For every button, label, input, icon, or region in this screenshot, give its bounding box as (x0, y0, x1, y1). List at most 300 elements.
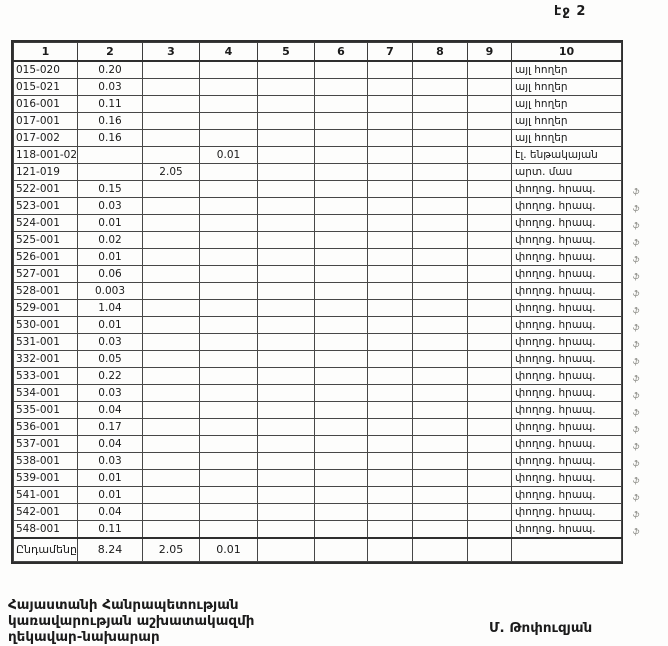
value-cell (200, 385, 258, 402)
value-cell (200, 96, 258, 113)
value-cell (315, 266, 368, 283)
table-row (14, 351, 622, 368)
value-cell (258, 402, 315, 419)
value-cell (468, 334, 512, 351)
parcel-code-cell: 542-001 (14, 504, 78, 521)
table-row (14, 198, 622, 215)
issuer-title-line: կառավարության աշխատակազմի (8, 613, 255, 630)
value-cell (315, 351, 368, 368)
value-cell (315, 419, 368, 436)
parcel-code-cell: 534-001 (14, 385, 78, 402)
parcel-code-cell: 538-001 (14, 453, 78, 470)
value-cell (143, 266, 200, 283)
description-cell: փողոց. հրապ. ֆ (512, 266, 622, 283)
value-cell (143, 334, 200, 351)
page-number-label: էջ 2 (554, 4, 587, 19)
value-cell (368, 79, 413, 96)
value-cell (368, 300, 413, 317)
description-cell: փողոց. հրապ. ֆ (512, 215, 622, 232)
value-cell: 0.11 (78, 96, 143, 113)
description-cell: այլ հողեր (512, 113, 622, 130)
parcel-code-cell: 525-001 (14, 232, 78, 249)
value-cell (413, 130, 468, 147)
value-cell (413, 249, 468, 266)
value-cell: 2.05 (143, 164, 200, 181)
table-row (14, 436, 622, 453)
description-cell: փողոց. հրապ. ֆ (512, 504, 622, 521)
value-cell (258, 130, 315, 147)
value-cell (368, 96, 413, 113)
table-row (14, 504, 622, 521)
parcel-code-cell: 015-021 (14, 79, 78, 96)
value-cell: 0.01 (78, 249, 143, 266)
value-cell (315, 249, 368, 266)
value-cell (468, 130, 512, 147)
value-cell (143, 470, 200, 487)
description-cell: փողոց. հրապ. ֆ (512, 232, 622, 249)
value-cell (258, 419, 315, 436)
value-cell (258, 232, 315, 249)
value-cell (258, 351, 315, 368)
value-cell (258, 283, 315, 300)
value-cell (468, 61, 512, 79)
total-row (14, 538, 622, 562)
table-row (14, 521, 622, 539)
signature-name: Մ. Թոփուզյան (489, 620, 593, 636)
margin-handwritten-note: ֆ (633, 391, 641, 400)
value-cell (315, 470, 368, 487)
value-cell (368, 317, 413, 334)
value-cell (413, 334, 468, 351)
value-cell (315, 504, 368, 521)
total-label-cell: Ընդամենը (14, 538, 78, 562)
value-cell (468, 249, 512, 266)
value-cell (315, 317, 368, 334)
value-cell (315, 164, 368, 181)
table-row (14, 249, 622, 266)
parcel-code-cell: 522-001 (14, 181, 78, 198)
value-cell (468, 79, 512, 96)
margin-handwritten-note: ֆ (633, 374, 641, 383)
value-cell (315, 453, 368, 470)
value-cell (413, 368, 468, 385)
parcel-code-cell: 539-001 (14, 470, 78, 487)
table-row (14, 215, 622, 232)
value-cell (258, 266, 315, 283)
value-cell (368, 334, 413, 351)
margin-handwritten-note: ֆ (633, 323, 641, 332)
value-cell (368, 368, 413, 385)
value-cell (413, 300, 468, 317)
value-cell (258, 198, 315, 215)
value-cell (315, 61, 368, 79)
value-cell: 0.17 (78, 419, 143, 436)
margin-handwritten-note: ֆ (633, 340, 641, 349)
value-cell: 8.24 (78, 538, 143, 562)
value-cell (468, 470, 512, 487)
value-cell (200, 249, 258, 266)
value-cell (413, 521, 468, 539)
value-cell: 0.03 (78, 385, 143, 402)
parcel-code-cell: 527-001 (14, 266, 78, 283)
value-cell (413, 504, 468, 521)
value-cell (468, 164, 512, 181)
margin-handwritten-note: ֆ (633, 204, 641, 213)
value-cell (143, 198, 200, 215)
table-row (14, 232, 622, 249)
description-cell (512, 538, 622, 562)
value-cell (368, 164, 413, 181)
value-cell (258, 538, 315, 562)
parcel-code-cell: 118-001-02 (14, 147, 78, 164)
margin-handwritten-note: ֆ (633, 187, 641, 196)
value-cell (143, 504, 200, 521)
value-cell (200, 521, 258, 539)
value-cell: 0.03 (78, 79, 143, 96)
value-cell (143, 96, 200, 113)
parcel-code-cell: 332-001 (14, 351, 78, 368)
value-cell (413, 181, 468, 198)
data-table (13, 42, 641, 562)
value-cell (468, 504, 512, 521)
value-cell (200, 198, 258, 215)
value-cell (368, 130, 413, 147)
value-cell: 0.03 (78, 453, 143, 470)
value-cell (200, 351, 258, 368)
margin-handwritten-note: ֆ (633, 442, 641, 451)
value-cell (143, 487, 200, 504)
value-cell (143, 147, 200, 164)
value-cell (468, 521, 512, 539)
value-cell: 0.01 (200, 538, 258, 562)
value-cell (258, 453, 315, 470)
value-cell (468, 419, 512, 436)
value-cell: 0.01 (200, 147, 258, 164)
value-cell: 0.003 (78, 283, 143, 300)
value-cell (368, 504, 413, 521)
value-cell (143, 61, 200, 79)
table-row (14, 130, 622, 147)
parcel-code-cell: 524-001 (14, 215, 78, 232)
value-cell (368, 385, 413, 402)
value-cell (315, 402, 368, 419)
value-cell (468, 266, 512, 283)
value-cell (200, 334, 258, 351)
value-cell (200, 283, 258, 300)
value-cell (368, 521, 413, 539)
value-cell (413, 61, 468, 79)
table-row (14, 164, 622, 181)
column-header: 5 (258, 43, 315, 62)
value-cell (468, 283, 512, 300)
table-row (14, 453, 622, 470)
parcel-code-cell: 015-020 (14, 61, 78, 79)
value-cell (368, 215, 413, 232)
value-cell (368, 402, 413, 419)
parcel-code-cell: 017-001 (14, 113, 78, 130)
margin-handwritten-note: ֆ (633, 272, 641, 281)
margin-handwritten-note: ֆ (633, 459, 641, 468)
value-cell (413, 198, 468, 215)
issuer-title-block (8, 597, 254, 646)
table-row (14, 79, 622, 96)
column-header: 10 (512, 43, 622, 62)
value-cell (258, 113, 315, 130)
table-row (14, 419, 622, 436)
description-cell: այլ հողեր (512, 130, 622, 147)
value-cell: 0.15 (78, 181, 143, 198)
value-cell (315, 538, 368, 562)
value-cell: 0.05 (78, 351, 143, 368)
table-row (14, 368, 622, 385)
value-cell (143, 300, 200, 317)
table-row (14, 402, 622, 419)
value-cell (258, 504, 315, 521)
value-cell (368, 419, 413, 436)
value-cell (143, 351, 200, 368)
parcel-code-cell: 523-001 (14, 198, 78, 215)
value-cell (468, 368, 512, 385)
table-row (14, 61, 622, 79)
value-cell: 0.03 (78, 198, 143, 215)
parcel-code-cell: 526-001 (14, 249, 78, 266)
table-row (14, 385, 622, 402)
value-cell (258, 300, 315, 317)
value-cell (315, 232, 368, 249)
description-cell: փողոց. հրապ. ֆ (512, 198, 622, 215)
value-cell (258, 317, 315, 334)
issuer-title-line: ղեկավար-նախարար (8, 629, 160, 646)
description-cell: էլ. ենթակայան (512, 147, 622, 164)
value-cell (258, 487, 315, 504)
value-cell (413, 96, 468, 113)
value-cell (368, 470, 413, 487)
value-cell (413, 317, 468, 334)
parcel-code-cell: 121-019 (14, 164, 78, 181)
value-cell (413, 436, 468, 453)
value-cell (200, 215, 258, 232)
value-cell (413, 266, 468, 283)
value-cell (200, 504, 258, 521)
parcel-code-cell: 529-001 (14, 300, 78, 317)
parcel-code-cell: 016-001 (14, 96, 78, 113)
value-cell (315, 385, 368, 402)
description-cell: փողոց. հրապ. ֆ (512, 385, 622, 402)
value-cell (143, 453, 200, 470)
value-cell (258, 521, 315, 539)
value-cell (143, 249, 200, 266)
description-cell: փողոց. հրապ. ֆ (512, 419, 622, 436)
value-cell: 0.06 (78, 266, 143, 283)
table-row (14, 96, 622, 113)
description-cell: փողոց. հրապ. ֆ (512, 487, 622, 504)
value-cell (368, 453, 413, 470)
value-cell (143, 419, 200, 436)
table-row (14, 470, 622, 487)
value-cell (368, 181, 413, 198)
description-cell: փողոց. հրապ. ֆ (512, 283, 622, 300)
value-cell: 0.01 (78, 487, 143, 504)
value-cell (200, 453, 258, 470)
value-cell (413, 232, 468, 249)
value-cell (200, 113, 258, 130)
margin-handwritten-note: ֆ (633, 238, 641, 247)
value-cell (143, 130, 200, 147)
margin-handwritten-note: ֆ (633, 476, 641, 485)
value-cell (258, 147, 315, 164)
column-header: 6 (315, 43, 368, 62)
value-cell (143, 521, 200, 539)
table-row (14, 113, 622, 130)
description-cell: փողոց. հրապ. ֆ (512, 351, 622, 368)
value-cell (200, 402, 258, 419)
value-cell (468, 232, 512, 249)
value-cell (200, 79, 258, 96)
value-cell (258, 436, 315, 453)
value-cell (258, 334, 315, 351)
value-cell (258, 96, 315, 113)
table-row (14, 283, 622, 300)
value-cell (315, 487, 368, 504)
description-cell: արտ. մաս (512, 164, 622, 181)
value-cell (315, 113, 368, 130)
value-cell (200, 232, 258, 249)
value-cell: 0.20 (78, 61, 143, 79)
column-header: 4 (200, 43, 258, 62)
value-cell (468, 300, 512, 317)
value-cell (200, 419, 258, 436)
table-row (14, 147, 622, 164)
value-cell (468, 181, 512, 198)
value-cell (258, 61, 315, 79)
column-header: 9 (468, 43, 512, 62)
value-cell (200, 368, 258, 385)
value-cell (143, 113, 200, 130)
value-cell: 1.04 (78, 300, 143, 317)
value-cell (315, 436, 368, 453)
value-cell (468, 385, 512, 402)
table-row (14, 266, 622, 283)
value-cell (468, 147, 512, 164)
value-cell (143, 436, 200, 453)
value-cell: 0.11 (78, 521, 143, 539)
value-cell (143, 215, 200, 232)
value-cell (468, 436, 512, 453)
value-cell (315, 215, 368, 232)
value-cell (413, 147, 468, 164)
value-cell (468, 453, 512, 470)
description-cell: այլ հողեր (512, 96, 622, 113)
issuer-title-line: Հայաստանի Հանրապետության (8, 597, 239, 613)
value-cell (413, 113, 468, 130)
value-cell (200, 266, 258, 283)
table-row (14, 181, 622, 198)
value-cell (413, 470, 468, 487)
value-cell (468, 215, 512, 232)
margin-handwritten-note: ֆ (633, 425, 641, 434)
value-cell (258, 215, 315, 232)
value-cell (315, 79, 368, 96)
value-cell (368, 538, 413, 562)
value-cell (143, 368, 200, 385)
description-cell: այլ հողեր (512, 61, 622, 79)
description-cell: փողոց. հրապ. ֆ (512, 436, 622, 453)
value-cell: 0.01 (78, 317, 143, 334)
value-cell (143, 181, 200, 198)
value-cell (315, 198, 368, 215)
table-header-row (14, 43, 622, 62)
value-cell (200, 300, 258, 317)
value-cell (200, 164, 258, 181)
value-cell (258, 249, 315, 266)
value-cell (143, 232, 200, 249)
margin-handwritten-note: ֆ (633, 510, 641, 519)
value-cell: 0.16 (78, 130, 143, 147)
margin-handwritten-note: ֆ (633, 306, 641, 315)
parcel-code-cell: 548-001 (14, 521, 78, 539)
description-cell: փողոց. հրապ. ֆ (512, 181, 622, 198)
value-cell (368, 436, 413, 453)
margin-handwritten-note: ֆ (633, 408, 641, 417)
value-cell (258, 79, 315, 96)
parcel-code-cell: 528-001 (14, 283, 78, 300)
value-cell (368, 487, 413, 504)
value-cell (468, 317, 512, 334)
value-cell (258, 470, 315, 487)
parcel-code-cell: 531-001 (14, 334, 78, 351)
description-cell: փողոց. հրապ. ֆ (512, 521, 622, 539)
column-header: 2 (78, 43, 143, 62)
value-cell (200, 487, 258, 504)
value-cell (368, 232, 413, 249)
parcel-code-cell: 530-001 (14, 317, 78, 334)
value-cell (413, 402, 468, 419)
value-cell (258, 385, 315, 402)
value-cell (143, 402, 200, 419)
value-cell: 0.04 (78, 504, 143, 521)
value-cell (468, 113, 512, 130)
parcel-code-cell: 533-001 (14, 368, 78, 385)
value-cell (143, 317, 200, 334)
parcel-code-cell: 535-001 (14, 402, 78, 419)
description-cell: փողոց. հրապ. ֆ (512, 317, 622, 334)
margin-handwritten-note: ֆ (633, 357, 641, 366)
table-row (14, 487, 622, 504)
parcel-code-cell: 536-001 (14, 419, 78, 436)
value-cell (413, 283, 468, 300)
value-cell (413, 538, 468, 562)
value-cell: 0.04 (78, 436, 143, 453)
value-cell (413, 419, 468, 436)
value-cell: 0.01 (78, 215, 143, 232)
parcel-code-cell: 017-002 (14, 130, 78, 147)
column-header: 3 (143, 43, 200, 62)
value-cell (413, 385, 468, 402)
margin-handwritten-note: ֆ (633, 289, 641, 298)
value-cell (315, 300, 368, 317)
column-header: 7 (368, 43, 413, 62)
value-cell (200, 61, 258, 79)
description-cell: փողոց. հրապ. ֆ (512, 368, 622, 385)
value-cell (368, 351, 413, 368)
value-cell (368, 266, 413, 283)
value-cell (368, 147, 413, 164)
value-cell (368, 249, 413, 266)
value-cell (413, 351, 468, 368)
value-cell: 0.03 (78, 334, 143, 351)
margin-handwritten-note: ֆ (633, 527, 641, 536)
value-cell (200, 181, 258, 198)
